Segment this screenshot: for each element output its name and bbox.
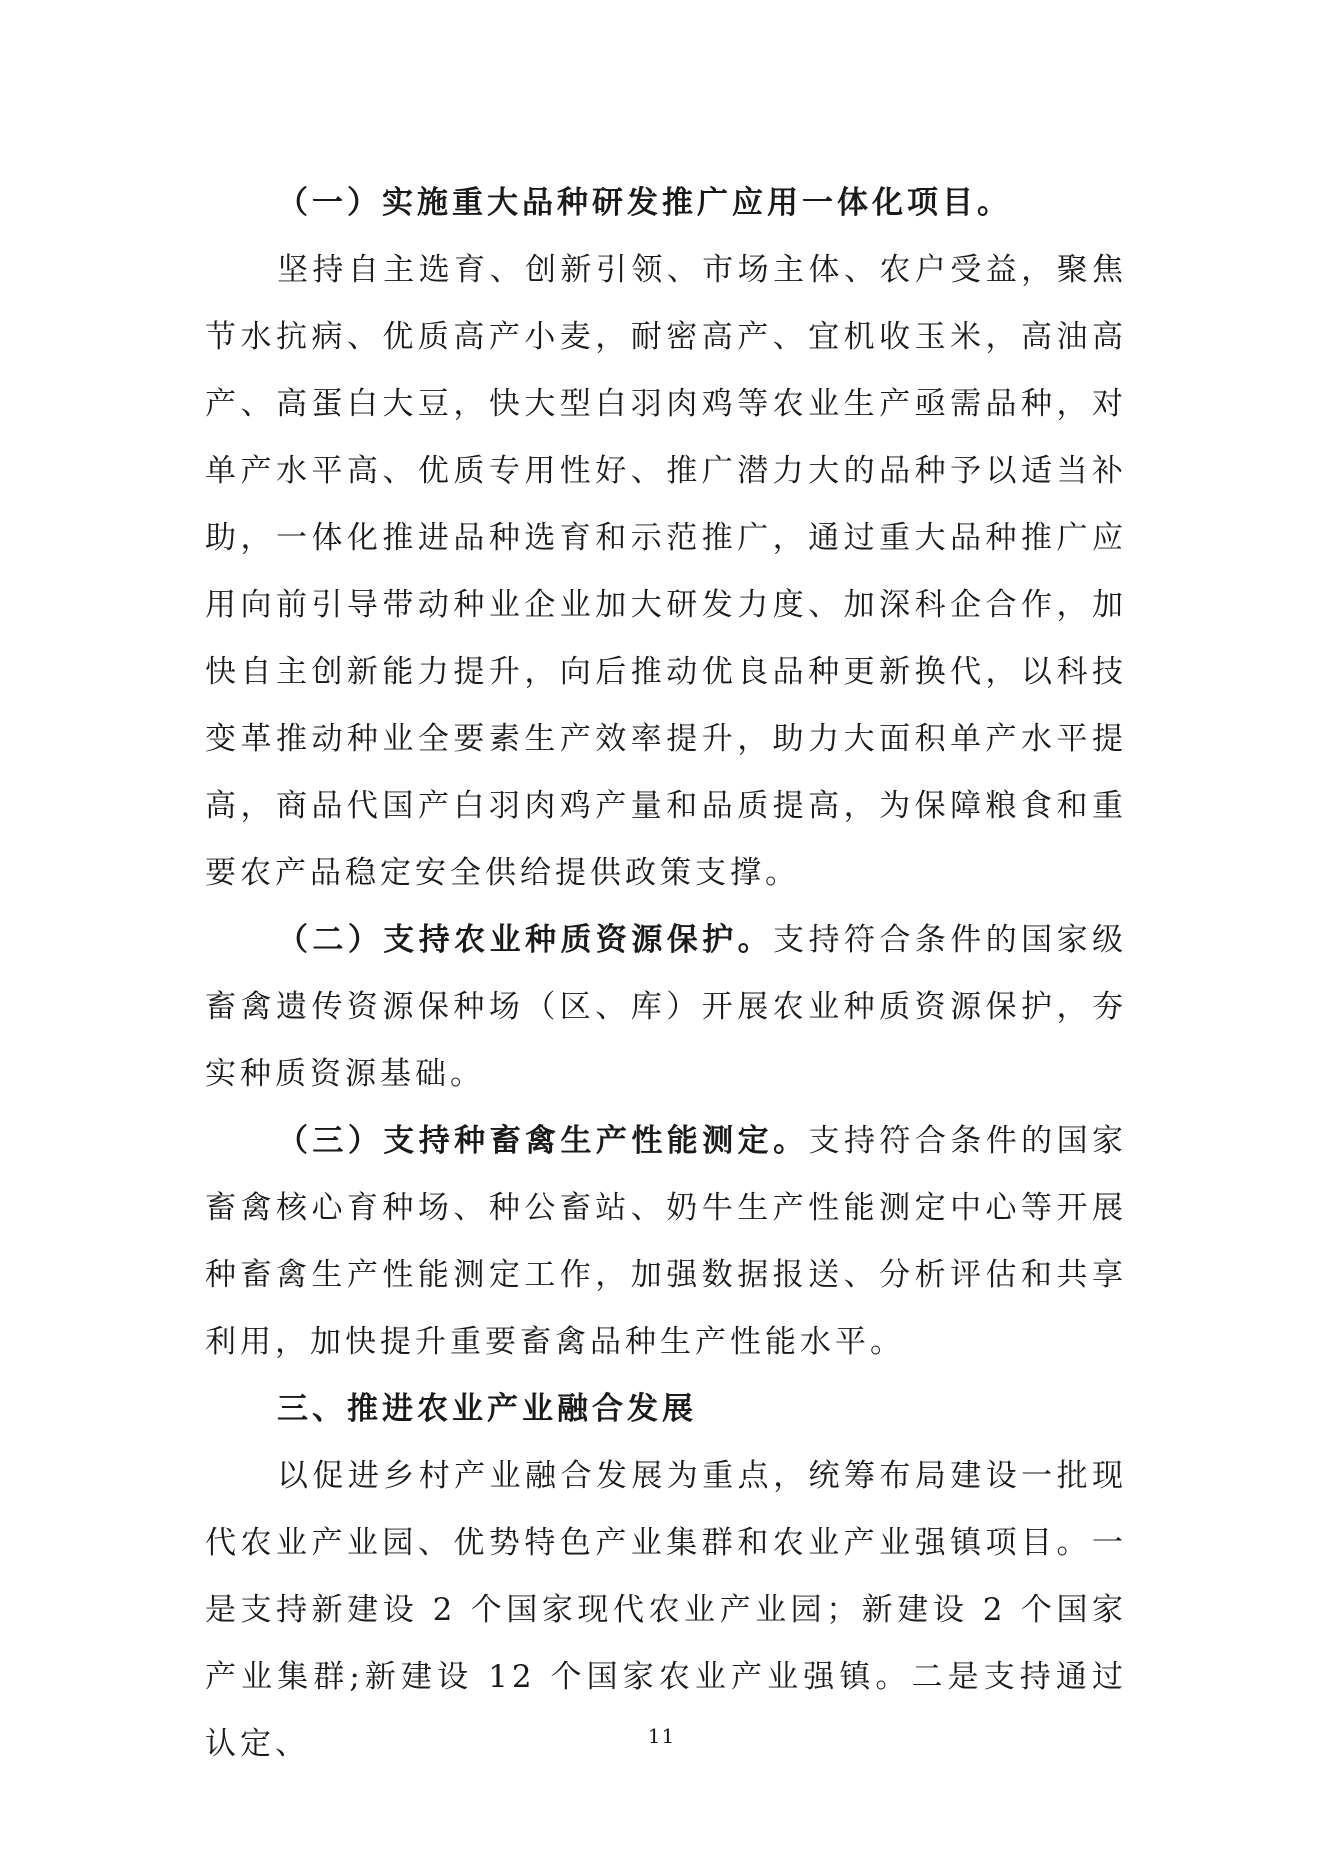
page-number: 11 (647, 1724, 676, 1748)
section-body-3: 支持符合条件的国家畜禽核心育种场、种公畜站、奶牛生产性能测定中心等开展种畜禽生产性能测定工作，加强数据报送、分析评估和共享利用，加快提升重要畜禽品种生产性能水平。 (205, 1123, 1128, 1360)
section-body-2: 支持符合条件的国家级畜禽遗传资源保种场（区、库）开展农业种质资源保护，夯实种质资源基础。 (205, 922, 1128, 1092)
document-page (205, 170, 1127, 1778)
section-heading-1: （一）实施重大品种研发推广应用一体化项目。 (277, 185, 1012, 221)
section-heading-3: （三）支持种畜禽生产性能测定。 (277, 1123, 809, 1159)
section-body-4: 以促进乡村产业融合发展为重点，统筹布局建设一批现代农业产业园、优势特色产业集群和农业产业强镇项目。一是支持新建设 2 个国家现代农业产业园；新建设 2 个国家产业集群;新建设 12 个国家农业产业强镇。二是支持通过认定、 (205, 1458, 1127, 1762)
section-heading-4: 三、推进农业产业融合发展 (277, 1391, 697, 1427)
section-paragraph-2 (205, 907, 1127, 1108)
section-heading-2: （二）支持农业种质资源保护。 (277, 922, 774, 958)
section-paragraph-3 (205, 1108, 1127, 1376)
section-body-1: 坚持自主选育、创新引领、市场主体、农户受益，聚焦节水抗病、优质高产小麦，耐密高产、宜机收玉米，高油高产、高蛋白大豆，快大型白羽肉鸡等农业生产亟需品种，对单产水平高、优质专用性好、推广潜力大的品种予以适当补助，一体化推进品种选育和示范推广，通过重大品种推广应用向前引导带动种业企业加大研发力度、加深科企合作，加快自主创新能力提升，向后推动优良品种更新换代，以科技变革推动种业全要素生产效率提升，助力大面积单产水平提高，商品代国产白羽肉鸡产量和品质提高，为保障粮食和重要农产品稳定安全供给提供政策支撑。 (205, 252, 1127, 891)
